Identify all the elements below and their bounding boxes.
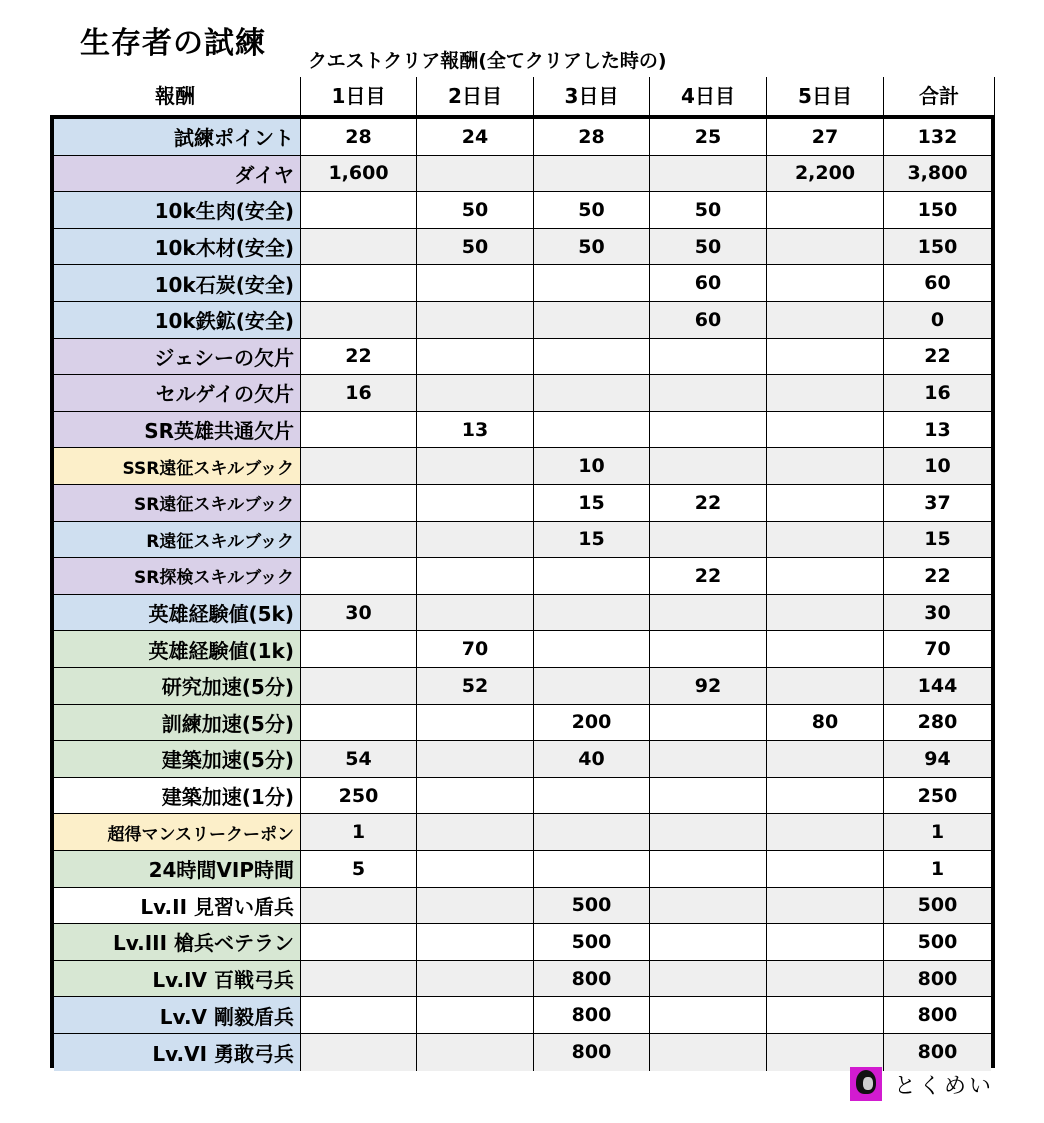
total-cell: 3,800 xyxy=(884,156,991,193)
day-3-cell: 15 xyxy=(534,522,650,559)
table-row xyxy=(54,522,991,559)
day-1-cell xyxy=(301,485,417,522)
table-row xyxy=(54,265,991,302)
day-2-cell: 50 xyxy=(417,229,534,266)
day-4-cell: 60 xyxy=(650,265,767,302)
header-day-1: 1日目 xyxy=(301,77,417,115)
day-5-cell xyxy=(767,558,884,595)
table-row xyxy=(54,302,991,339)
total-cell: 10 xyxy=(884,448,991,485)
day-4-cell: 22 xyxy=(650,485,767,522)
day-4-cell: 92 xyxy=(650,668,767,705)
day-2-cell xyxy=(417,997,534,1034)
row-label: 10k石炭(安全) xyxy=(54,265,301,302)
total-cell: 37 xyxy=(884,485,991,522)
day-3-cell: 40 xyxy=(534,741,650,778)
day-1-cell xyxy=(301,265,417,302)
day-3-cell xyxy=(534,375,650,412)
day-4-cell xyxy=(650,705,767,742)
header-day-4: 4日目 xyxy=(650,77,767,115)
row-label: SR遠征スキルブック xyxy=(54,485,301,522)
table-row xyxy=(54,814,991,851)
row-label: Lv.V 剛毅盾兵 xyxy=(54,997,301,1034)
day-2-cell xyxy=(417,522,534,559)
day-1-cell xyxy=(301,997,417,1034)
day-5-cell: 80 xyxy=(767,705,884,742)
row-label: ダイヤ xyxy=(54,156,301,193)
total-cell: 800 xyxy=(884,997,991,1034)
total-cell: 1 xyxy=(884,814,991,851)
day-5-cell xyxy=(767,375,884,412)
table-row xyxy=(54,375,991,412)
day-3-cell xyxy=(534,668,650,705)
table-row xyxy=(54,851,991,888)
table-row xyxy=(54,156,991,193)
day-3-cell: 800 xyxy=(534,961,650,998)
day-1-cell xyxy=(301,229,417,266)
header-day-2: 2日目 xyxy=(417,77,534,115)
day-3-cell: 50 xyxy=(534,192,650,229)
day-1-cell xyxy=(301,888,417,925)
day-1-cell: 250 xyxy=(301,778,417,815)
day-5-cell xyxy=(767,192,884,229)
day-1-cell xyxy=(301,961,417,998)
day-3-cell xyxy=(534,778,650,815)
day-3-cell xyxy=(534,814,650,851)
table-row xyxy=(54,631,991,668)
day-1-cell xyxy=(301,302,417,339)
table-row xyxy=(54,705,991,742)
day-1-cell: 54 xyxy=(301,741,417,778)
table-row xyxy=(54,888,991,925)
day-5-cell xyxy=(767,961,884,998)
total-cell: 30 xyxy=(884,595,991,632)
reward-table xyxy=(50,115,995,1068)
day-3-cell: 500 xyxy=(534,924,650,961)
day-3-cell xyxy=(534,339,650,376)
table-row xyxy=(54,229,991,266)
day-4-cell xyxy=(650,997,767,1034)
row-label: 10k木材(安全) xyxy=(54,229,301,266)
header-label: 報酬 xyxy=(50,77,301,115)
table-row xyxy=(54,997,991,1034)
author-name: とくめい xyxy=(894,1073,995,1099)
avatar-icon xyxy=(850,1067,882,1101)
day-1-cell xyxy=(301,668,417,705)
day-1-cell: 1 xyxy=(301,814,417,851)
day-5-cell: 27 xyxy=(767,119,884,156)
row-label: SR探検スキルブック xyxy=(54,558,301,595)
day-4-cell xyxy=(650,339,767,376)
day-4-cell: 25 xyxy=(650,119,767,156)
header-day-3: 3日目 xyxy=(534,77,650,115)
total-cell: 150 xyxy=(884,192,991,229)
day-1-cell xyxy=(301,522,417,559)
day-4-cell xyxy=(650,1034,767,1071)
total-cell: 250 xyxy=(884,778,991,815)
day-2-cell xyxy=(417,485,534,522)
row-label: 10k鉄鉱(安全) xyxy=(54,302,301,339)
table-row xyxy=(54,778,991,815)
author-credit xyxy=(850,1066,994,1102)
row-label: 研究加速(5分) xyxy=(54,668,301,705)
table-row xyxy=(54,485,991,522)
day-1-cell: 1,600 xyxy=(301,156,417,193)
day-1-cell xyxy=(301,1034,417,1071)
total-cell: 800 xyxy=(884,961,991,998)
day-4-cell xyxy=(650,961,767,998)
day-1-cell: 30 xyxy=(301,595,417,632)
day-2-cell xyxy=(417,302,534,339)
day-4-cell: 60 xyxy=(650,302,767,339)
day-5-cell xyxy=(767,814,884,851)
day-5-cell xyxy=(767,522,884,559)
day-3-cell: 10 xyxy=(534,448,650,485)
day-5-cell xyxy=(767,631,884,668)
total-cell: 500 xyxy=(884,888,991,925)
total-cell: 13 xyxy=(884,412,991,449)
day-5-cell xyxy=(767,778,884,815)
total-cell: 0 xyxy=(884,302,991,339)
day-5-cell xyxy=(767,448,884,485)
day-1-cell: 22 xyxy=(301,339,417,376)
total-cell: 16 xyxy=(884,375,991,412)
day-2-cell xyxy=(417,961,534,998)
day-3-cell xyxy=(534,558,650,595)
day-2-cell xyxy=(417,778,534,815)
page-title: 生存者の試練 xyxy=(80,26,266,61)
table-row xyxy=(54,558,991,595)
day-3-cell: 800 xyxy=(534,1034,650,1071)
day-1-cell xyxy=(301,705,417,742)
day-4-cell xyxy=(650,412,767,449)
day-4-cell: 22 xyxy=(650,558,767,595)
day-4-cell xyxy=(650,156,767,193)
row-label: 英雄経験値(5k) xyxy=(54,595,301,632)
total-cell: 280 xyxy=(884,705,991,742)
day-2-cell xyxy=(417,595,534,632)
total-cell: 70 xyxy=(884,631,991,668)
table-row xyxy=(54,961,991,998)
day-2-cell xyxy=(417,265,534,302)
table-row xyxy=(54,448,991,485)
row-label: Lv.II 見習い盾兵 xyxy=(54,888,301,925)
day-4-cell xyxy=(650,851,767,888)
day-5-cell xyxy=(767,997,884,1034)
day-4-cell: 50 xyxy=(650,192,767,229)
day-5-cell xyxy=(767,302,884,339)
day-4-cell xyxy=(650,778,767,815)
day-3-cell xyxy=(534,595,650,632)
day-2-cell xyxy=(417,1034,534,1071)
day-5-cell xyxy=(767,668,884,705)
day-5-cell: 2,200 xyxy=(767,156,884,193)
table-row xyxy=(54,924,991,961)
day-2-cell xyxy=(417,448,534,485)
table-row xyxy=(54,119,991,156)
day-2-cell: 13 xyxy=(417,412,534,449)
day-3-cell xyxy=(534,851,650,888)
total-cell: 94 xyxy=(884,741,991,778)
page-subtitle: クエストクリア報酬(全てクリアした時の) xyxy=(308,50,667,72)
day-4-cell xyxy=(650,814,767,851)
total-cell: 150 xyxy=(884,229,991,266)
day-2-cell xyxy=(417,375,534,412)
day-2-cell xyxy=(417,705,534,742)
row-label: ジェシーの欠片 xyxy=(54,339,301,376)
day-2-cell xyxy=(417,558,534,595)
day-2-cell xyxy=(417,339,534,376)
total-cell: 132 xyxy=(884,119,991,156)
day-1-cell: 16 xyxy=(301,375,417,412)
day-5-cell xyxy=(767,851,884,888)
table-row xyxy=(54,741,991,778)
day-3-cell: 28 xyxy=(534,119,650,156)
row-label: セルゲイの欠片 xyxy=(54,375,301,412)
header-total: 合計 xyxy=(884,77,995,115)
day-5-cell xyxy=(767,741,884,778)
day-1-cell xyxy=(301,412,417,449)
row-label: Lv.VI 勇敢弓兵 xyxy=(54,1034,301,1071)
day-2-cell: 70 xyxy=(417,631,534,668)
row-label: 試練ポイント xyxy=(54,119,301,156)
day-3-cell xyxy=(534,156,650,193)
table-header xyxy=(50,77,995,115)
day-3-cell: 200 xyxy=(534,705,650,742)
day-1-cell xyxy=(301,631,417,668)
day-4-cell xyxy=(650,375,767,412)
day-4-cell xyxy=(650,595,767,632)
day-2-cell: 50 xyxy=(417,192,534,229)
day-2-cell xyxy=(417,924,534,961)
row-label: 建築加速(1分) xyxy=(54,778,301,815)
day-2-cell xyxy=(417,741,534,778)
day-1-cell: 5 xyxy=(301,851,417,888)
day-2-cell xyxy=(417,156,534,193)
day-1-cell xyxy=(301,448,417,485)
day-5-cell xyxy=(767,888,884,925)
row-label: 訓練加速(5分) xyxy=(54,705,301,742)
day-3-cell xyxy=(534,412,650,449)
day-4-cell xyxy=(650,888,767,925)
day-1-cell: 28 xyxy=(301,119,417,156)
day-1-cell xyxy=(301,558,417,595)
total-cell: 15 xyxy=(884,522,991,559)
row-label: R遠征スキルブック xyxy=(54,522,301,559)
day-5-cell xyxy=(767,339,884,376)
row-label: 超得マンスリークーポン xyxy=(54,814,301,851)
day-3-cell: 15 xyxy=(534,485,650,522)
row-label: Lv.IV 百戦弓兵 xyxy=(54,961,301,998)
total-cell: 800 xyxy=(884,1034,991,1071)
table-row xyxy=(54,192,991,229)
row-label: 建築加速(5分) xyxy=(54,741,301,778)
row-label: 10k生肉(安全) xyxy=(54,192,301,229)
table-row xyxy=(54,412,991,449)
row-label: 英雄経験値(1k) xyxy=(54,631,301,668)
day-5-cell xyxy=(767,924,884,961)
day-4-cell xyxy=(650,741,767,778)
day-4-cell xyxy=(650,631,767,668)
day-4-cell xyxy=(650,522,767,559)
table-row xyxy=(54,595,991,632)
header-day-5: 5日目 xyxy=(767,77,884,115)
day-5-cell xyxy=(767,265,884,302)
day-3-cell xyxy=(534,631,650,668)
total-cell: 144 xyxy=(884,668,991,705)
day-4-cell xyxy=(650,448,767,485)
table-row xyxy=(54,339,991,376)
total-cell: 1 xyxy=(884,851,991,888)
day-3-cell: 500 xyxy=(534,888,650,925)
day-3-cell: 50 xyxy=(534,229,650,266)
day-3-cell xyxy=(534,265,650,302)
row-label: 24時間VIP時間 xyxy=(54,851,301,888)
day-2-cell: 24 xyxy=(417,119,534,156)
day-2-cell xyxy=(417,814,534,851)
day-5-cell xyxy=(767,412,884,449)
row-label: Lv.III 槍兵ベテラン xyxy=(54,924,301,961)
row-label: SSR遠征スキルブック xyxy=(54,448,301,485)
day-2-cell xyxy=(417,851,534,888)
table-row xyxy=(54,668,991,705)
day-5-cell xyxy=(767,485,884,522)
total-cell: 500 xyxy=(884,924,991,961)
day-3-cell xyxy=(534,302,650,339)
day-3-cell: 800 xyxy=(534,997,650,1034)
day-1-cell xyxy=(301,924,417,961)
day-4-cell xyxy=(650,924,767,961)
day-5-cell xyxy=(767,229,884,266)
day-1-cell xyxy=(301,192,417,229)
total-cell: 60 xyxy=(884,265,991,302)
row-label: SR英雄共通欠片 xyxy=(54,412,301,449)
day-2-cell: 52 xyxy=(417,668,534,705)
day-4-cell: 50 xyxy=(650,229,767,266)
total-cell: 22 xyxy=(884,558,991,595)
total-cell: 22 xyxy=(884,339,991,376)
day-2-cell xyxy=(417,888,534,925)
day-5-cell xyxy=(767,595,884,632)
